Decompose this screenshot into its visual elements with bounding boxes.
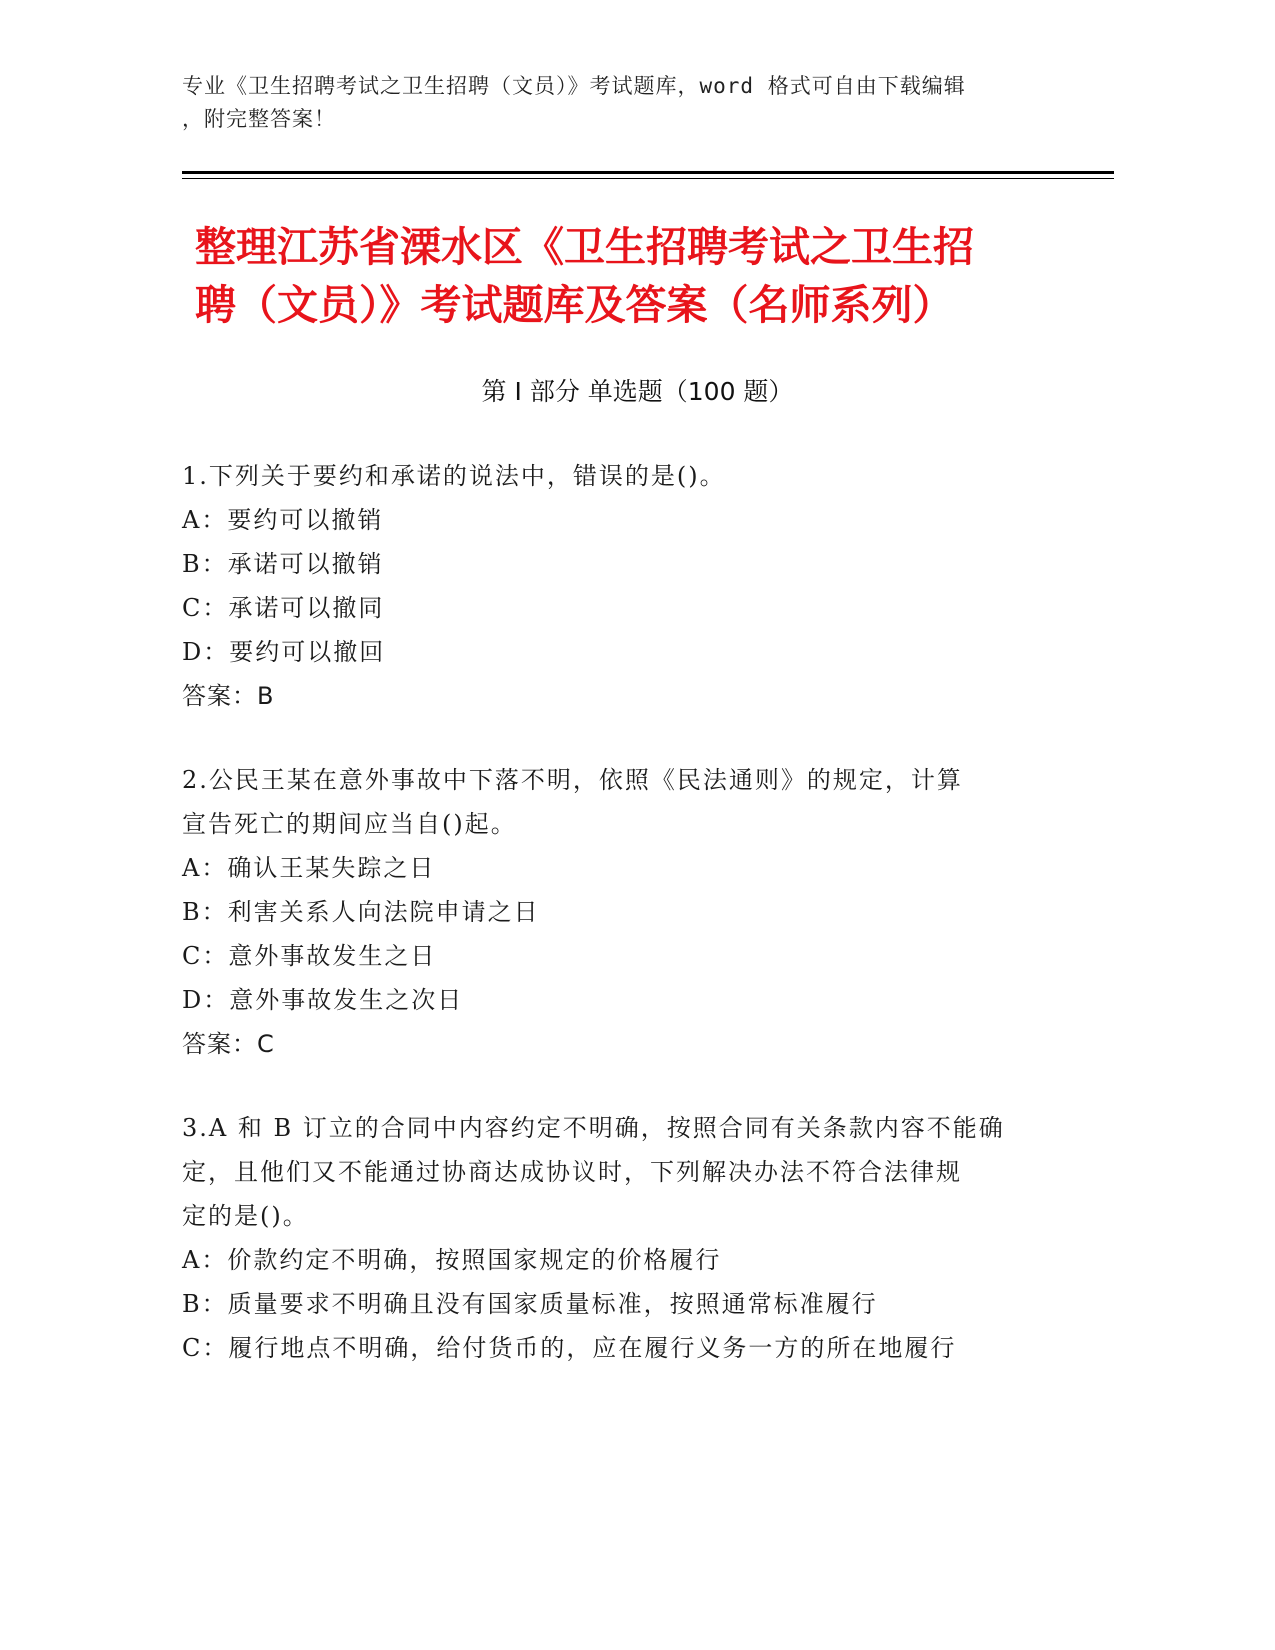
section-heading: 第 I 部分 单选题（100 题） — [481, 377, 794, 406]
stem-line: 2.公民王某在意外事故中下落不明，依照《民法通则》的规定，计算 — [182, 766, 963, 794]
answer: 答案：B — [182, 682, 275, 710]
option-c: C：承诺可以撤同 — [182, 594, 385, 622]
stem-line: 3.A 和 B 订立的合同中内容约定不明确，按照合同有关条款内容不能确 — [182, 1114, 1005, 1142]
title-line: 聘（文员）》考试题库及答案（名师系列） — [195, 281, 954, 329]
option-d: D：意外事故发生之次日 — [182, 986, 464, 1014]
stem-line: 宣告死亡的期间应当自()起。 — [182, 810, 517, 838]
option-c: C：意外事故发生之日 — [182, 942, 437, 970]
option-c: C：履行地点不明确，给付货币的，应在履行义务一方的所在地履行 — [182, 1334, 957, 1362]
stem-line: 1.下列关于要约和承诺的说法中，错误的是()。 — [182, 462, 726, 490]
question-3 — [182, 1106, 1062, 1370]
stem-line: 定的是()。 — [182, 1202, 309, 1230]
header-note-line: 专业《卫生招聘考试之卫生招聘（文员）》考试题库，word 格式可自由下载编辑 — [182, 74, 966, 98]
header-divider-thin — [182, 178, 1114, 179]
option-b: B：质量要求不明确且没有国家质量标准，按照通常标准履行 — [182, 1290, 878, 1318]
header-note-line: ，附完整答案！ — [182, 107, 336, 131]
question-stem — [182, 454, 1062, 498]
stem-line: 定，且他们又不能通过协商达成协议时，下列解决办法不符合法律规 — [182, 1158, 962, 1186]
answer: 答案：C — [182, 1030, 275, 1058]
question-1 — [182, 454, 1062, 718]
document-title — [195, 218, 1075, 334]
question-2 — [182, 758, 1062, 1066]
question-stem — [182, 1106, 1062, 1238]
header-note — [182, 70, 1062, 136]
option-b: B：利害关系人向法院申请之日 — [182, 898, 540, 926]
question-stem — [182, 758, 1062, 846]
header-divider-thick — [182, 171, 1114, 174]
option-a: A：价款约定不明确，按照国家规定的价格履行 — [182, 1246, 722, 1274]
option-a: A：要约可以撤销 — [182, 506, 384, 534]
title-line: 整理江苏省溧水区《卫生招聘考试之卫生招 — [195, 223, 974, 271]
option-d: D：要约可以撤回 — [182, 638, 386, 666]
option-b: B：承诺可以撤销 — [182, 550, 384, 578]
option-a: A：确认王某失踪之日 — [182, 854, 436, 882]
